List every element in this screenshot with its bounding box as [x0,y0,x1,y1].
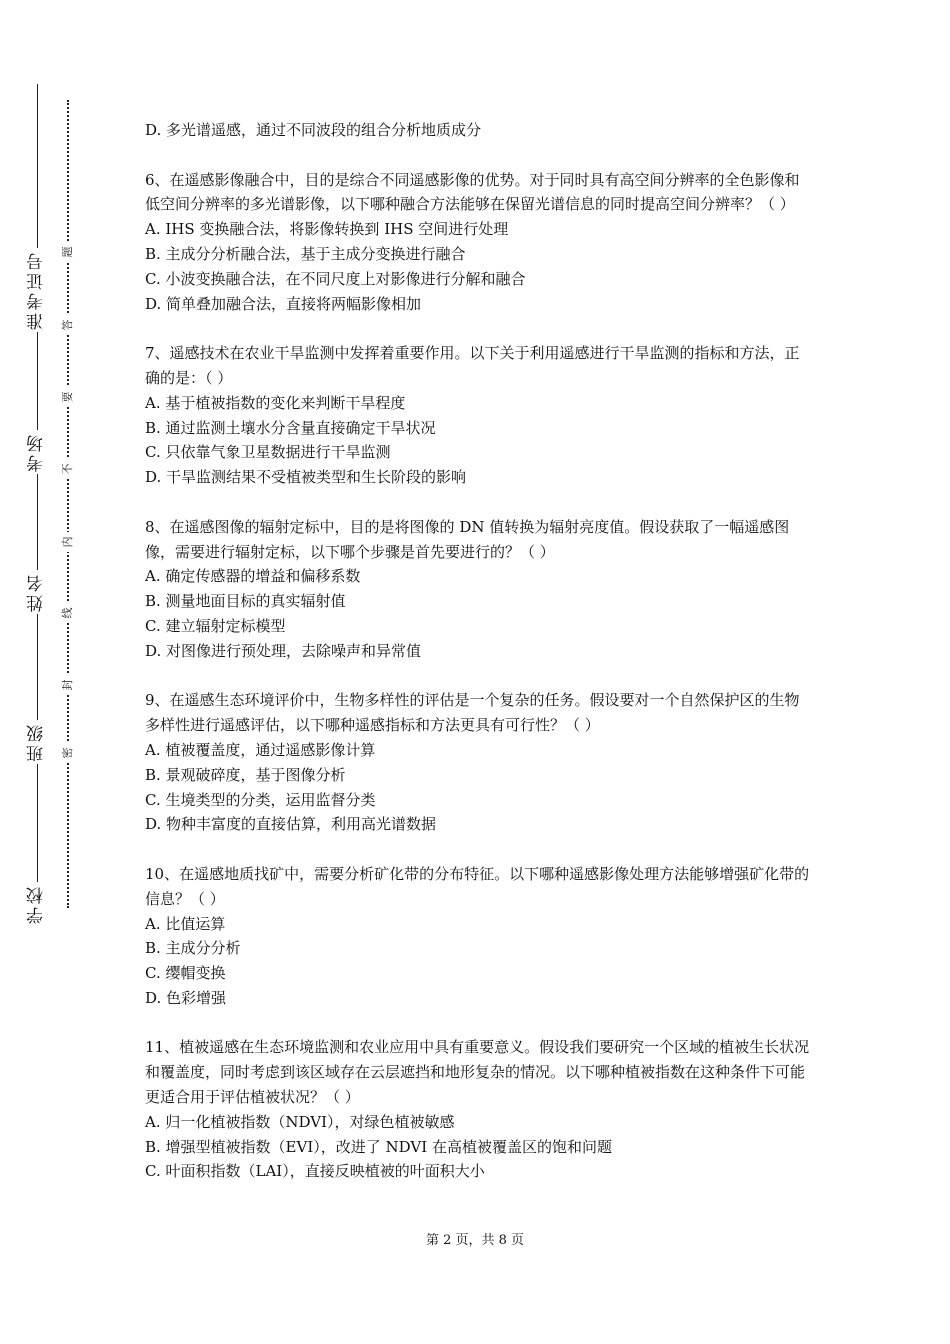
field-school: 学校 [21,882,53,926]
option-c: C. 叶面积指数（LAI），直接反映植被的叶面积大小 [145,1162,485,1181]
question-stem: 6、在遥感影像融合中，目的是综合不同遥感影像的优势。对于同时具有高空间分辨率的全色影像和低空间分辨率的多光谱影像，以下哪种融合方法能够在保留光谱信息的同时提高空间分辨率？（ ） [145,170,800,214]
field-exam-room: 考场 [21,430,53,474]
seal-char: 要 [61,387,75,407]
question-6 [145,168,810,317]
question-10 [145,862,810,1011]
field-admission-number: 准考证号 [21,248,53,332]
option-a: A. 比值运算 [145,914,226,933]
question-8 [145,515,810,664]
seal-char: 密 [61,743,75,763]
option-a: A. IHS 变换融合法，将影像转换到 IHS 空间进行处理 [145,220,509,239]
seal-char: 线 [61,603,75,623]
field-name: 姓名 [21,570,53,614]
seal-char: 内 [61,532,75,552]
option-a: A. 植被覆盖度，通过遥感影像计算 [145,740,376,759]
option-a: A. 确定传感器的增益和偏移系数 [145,567,361,586]
question-11 [145,1035,810,1184]
question-stem: 9、在遥感生态环境评价中，生物多样性的评估是一个复杂的任务。假设要对一个自然保护区的生物多样性进行遥感评估，以下哪种遥感指标和方法更具有可行性？（ ） [145,691,800,735]
option-b: B. 主成分分析 [145,939,241,958]
binding-dotted-line [67,100,69,908]
option-c: C. 缨帽变换 [145,964,226,983]
option-b: B. 增强型植被指数（EVI），改进了 NDVI 在高植被覆盖区的饱和问题 [145,1137,612,1156]
binding-solid-line [37,84,38,919]
question-9 [145,688,810,837]
option-b: B. 景观破碎度，基于图像分析 [145,765,346,784]
page-number: 第 2 页，共 8 页 [425,1233,525,1248]
option-c: C. 建立辐射定标模型 [145,616,286,635]
option-d: D. 干旱监测结果不受植被类型和生长阶段的影响 [145,468,467,487]
seal-char: 封 [61,675,75,695]
question-stem: 10、在遥感地质找矿中，需要分析矿化带的分布特征。以下哪种遥感影像处理方法能够增强矿化带的信息？（ ） [145,864,810,908]
option-b: B. 主成分分析融合法，基于主成分变换进行融合 [145,244,466,263]
option-c: C. 小波变换融合法，在不同尺度上对影像进行分解和融合 [145,269,526,288]
option-b: B. 测量地面目标的真实辐射值 [145,592,346,611]
field-class: 班级 [21,720,53,764]
binding-margin [0,0,120,1344]
question-stem: 11、植被遥感在生态环境监测和农业应用中具有重要意义。假设我们要研究一个区域的植被生长状况和覆盖度，同时考虑到该区域存在云层遮挡和地形复杂的情况。以下哪种植被指数在这种条件下可能更适合用于评估植被状况？（ ） [145,1038,810,1107]
carryover-option: D. 多光谱遥感，通过不同波段的组合分析地质成分 [145,121,482,139]
option-c: C. 只依靠气象卫星数据进行干旱监测 [145,443,391,462]
question-7 [145,341,810,490]
seal-char: 题 [61,242,75,262]
question-stem: 7、遥感技术在农业干旱监测中发挥着重要作用。以下关于利用遥感进行干旱监测的指标和方法，正确的是：（ ） [145,344,800,387]
question-content [145,118,810,1184]
option-d: D. 简单叠加融合法，直接将两幅影像相加 [145,294,422,313]
option-a: A. 归一化植被指数（NDVI），对绿色植被敏感 [145,1112,455,1131]
question-stem: 8、在遥感图像的辐射定标中，目的是将图像的 DN 值转换为辐射亮度值。假设获取了一幅遥感图像，需要进行辐射定标，以下哪个步骤是首先要进行的？（ ） [145,517,790,561]
seal-char: 答 [61,315,75,335]
option-c: C. 生境类型的分类，运用监督分类 [145,790,376,809]
seal-char: 不 [61,459,75,479]
option-d: D. 对图像进行预处理，去除噪声和异常值 [145,641,422,660]
option-d: D. 色彩增强 [145,988,227,1007]
option-d: D. 物种丰富度的直接估算，利用高光谱数据 [145,815,437,834]
option-a: A. 基于植被指数的变化来判断干旱程度 [145,393,406,412]
option-b: B. 通过监测土壤水分含量直接确定干旱状况 [145,418,436,437]
